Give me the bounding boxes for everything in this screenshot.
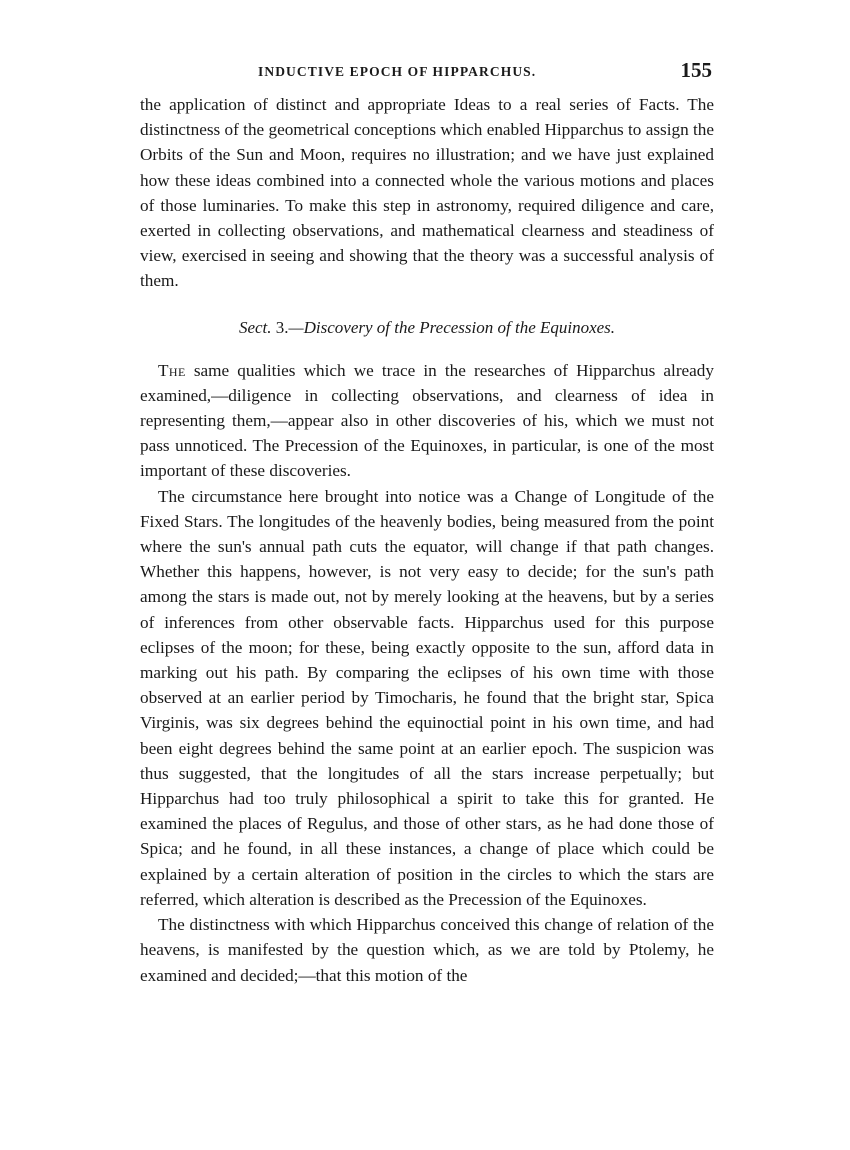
- section-title: —Discovery of the Precession of the Equinoxes.: [288, 317, 616, 337]
- running-head: [140, 58, 714, 92]
- section-heading: [140, 294, 714, 358]
- paragraph-2-lead: The: [158, 360, 186, 380]
- page-number: 155: [680, 58, 712, 82]
- book-page: [140, 58, 714, 988]
- paragraph-3: The circumstance here brought into notice was a Change of Longitude of the Fixed Stars. The longitudes of the heavenly bodies, being measured from the point where the sun's annual path cuts the equator, will change if that path changes. Whether this happens, however, is not very easy to decide; for the sun's path among the stars is made out, not by merely looking at the heavens, but by a series of inferences from other observable facts. Hipparchus used for this purpose eclipses of the moon; for these, being exactly opposite to the sun, afford data in marking out his path. By comparing the eclipses of his own time with those observed at an earlier period by Timocharis, he found that the bright star, Spica Virginis, was six degrees behind the equinoctial point in his own time, and had been eight degrees behind the same point at an earlier epoch. The suspicion was thus suggested, that the longitudes of all the stars increase perpetually; but Hipparchus had too truly philosophical a spirit to take this for granted. He examined the places of Regulus, and those of other stars, as he had done those of Spica; and he found, in all these instances, a change of place which could be explained by a certain alteration of position in the circles to which the stars are referred, which alteration is described as the Precession of the Equinoxes.: [140, 486, 714, 909]
- running-title: INDUCTIVE EPOCH OF HIPPARCHUS.: [258, 64, 537, 79]
- section-number: 3.: [275, 317, 289, 337]
- paragraph-2-text: same qualities which we trace in the researches of Hipparchus already examined,—diligence in collecting observations, and clearness of idea in representing them,—appear also in other discoveries of his, which we must not pass unnoticed. The Precession of the Equinoxes, in particular, is one of the most important of these discoveries.: [140, 360, 714, 481]
- paragraph-4: The distinctness with which Hipparchus conceived this change of relation of the heavens, is manifested by the question which, as we are told by Ptolemy, he examined and decided;—that this motion of the: [140, 915, 714, 985]
- paragraph-2: [140, 358, 714, 484]
- section-prefix: Sect.: [238, 317, 272, 337]
- paragraph-1: the application of distinct and appropriate Ideas to a real series of Facts. The distinctness of the geometrical conceptions which enabled Hipparchus to assign the Orbits of the Sun and Moon, requires no illustration; and we have just explained how these ideas combined into a connected whole the various motions and places of those luminaries. To make this step in astronomy, required diligence and care, exerted in collecting observations, and mathematical clearness and steadiness of view, exercised in seeing and showing that the theory was a successful analysis of them.: [140, 95, 714, 291]
